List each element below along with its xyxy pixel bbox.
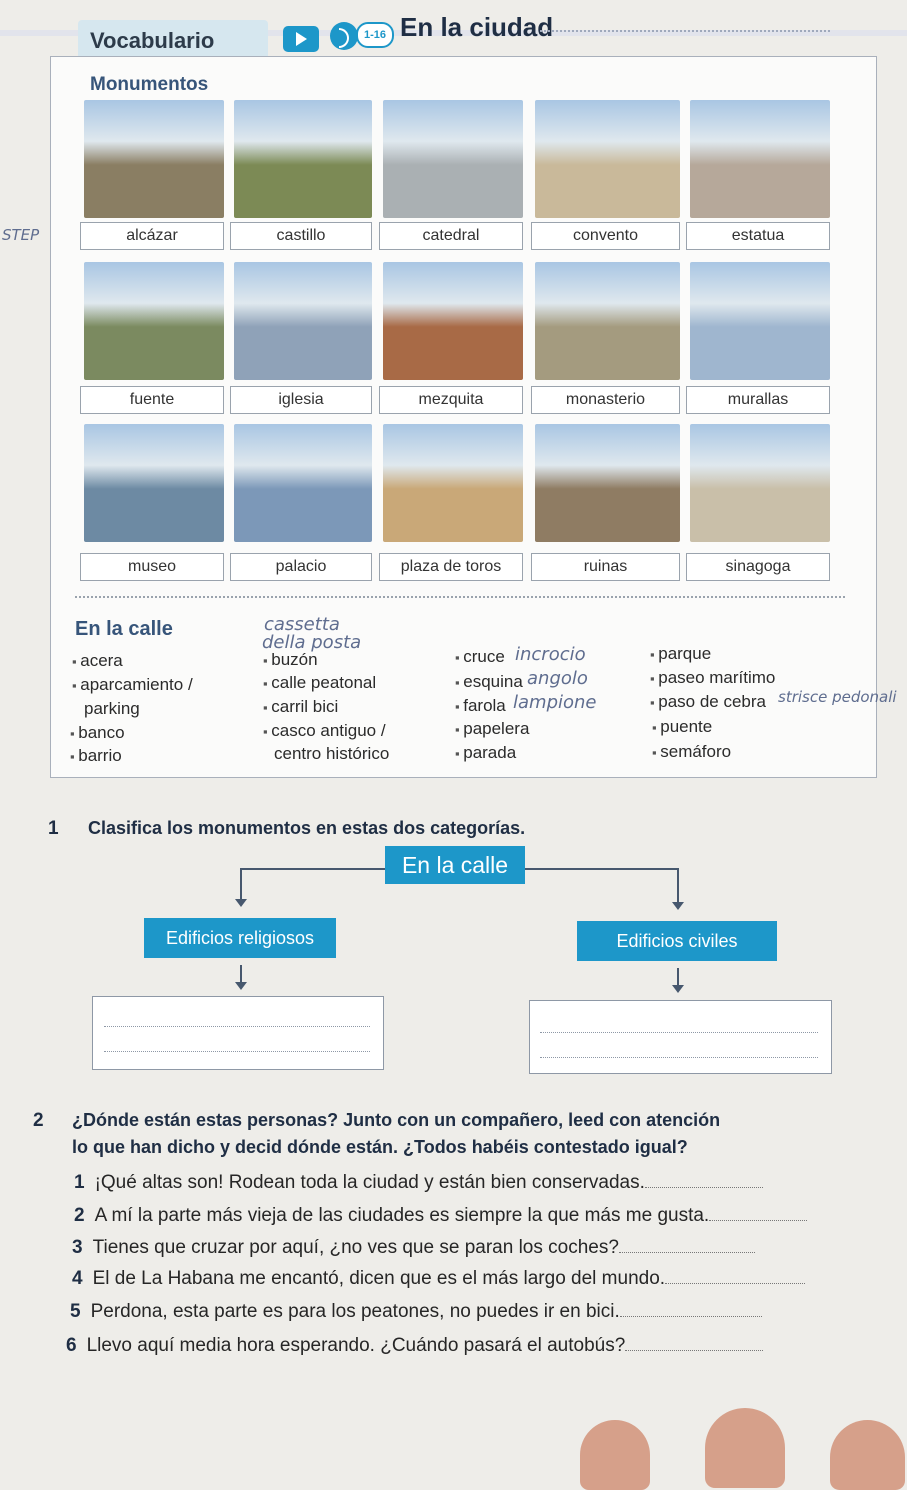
handwritten-note: angolo <box>527 668 588 689</box>
question-item <box>72 1268 805 1290</box>
label-estatua: estatua <box>686 222 830 250</box>
monumentos-heading: Monumentos <box>90 74 209 95</box>
photo-convento <box>535 100 680 218</box>
word-acera: ▪ acera <box>72 651 123 671</box>
handwritten-note: lampione <box>513 692 597 713</box>
answer-line[interactable] <box>104 1051 370 1052</box>
en-la-calle-heading: En la calle <box>75 618 173 640</box>
photo-museo <box>84 424 224 542</box>
category-center-box: En la calle <box>385 846 525 884</box>
question-text: ¡Qué altas son! Rodean toda la ciudad y están bien conservadas. <box>94 1172 645 1193</box>
label-catedral: catedral <box>379 222 523 250</box>
arrow-down-icon <box>672 902 684 910</box>
question-item <box>72 1237 755 1259</box>
question-text: Tienes que cruzar por aquí, ¿no ves que se paran los coches? <box>92 1237 619 1258</box>
header-divider <box>540 30 830 32</box>
label-convento: convento <box>531 222 680 250</box>
category-religiosos: Edificios religiosos <box>144 918 336 958</box>
exercise-2-instruction-line1: ¿Dónde están estas personas? Junto con un compañero, leed con atención <box>72 1110 721 1130</box>
word-parque: ▪ parque <box>650 644 711 664</box>
question-text: Perdona, esta parte es para los peatones, no puedes ir en bici. <box>90 1301 620 1322</box>
answer-line[interactable] <box>645 1173 763 1188</box>
connector-line <box>677 868 679 903</box>
question-text: El de La Habana me encantó, dicen que es el más largo del mundo. <box>92 1268 666 1289</box>
label-sinagoga: sinagoga <box>686 553 830 581</box>
word-cruce: ▪ cruce <box>455 647 505 667</box>
question-text: Llevo aquí media hora esperando. ¿Cuándo pasará el autobús? <box>86 1335 626 1356</box>
connector-line <box>525 868 678 870</box>
word-puente: ▪ puente <box>652 717 712 737</box>
word-papelera: ▪ papelera <box>455 719 529 739</box>
photo-palacio <box>234 424 372 542</box>
word-casco-antiguo: ▪ casco antiguo / <box>263 721 386 741</box>
question-number: 5 <box>70 1301 81 1322</box>
arrow-down-icon <box>235 899 247 907</box>
finger <box>830 1420 905 1490</box>
photo-fuente <box>84 262 224 380</box>
photo-mezquita <box>383 262 523 380</box>
play-video-icon[interactable] <box>283 26 319 52</box>
word-carril-bici: ▪ carril bici <box>263 697 338 717</box>
label-ruinas: ruinas <box>531 553 680 581</box>
answer-line[interactable] <box>619 1238 755 1253</box>
word-paso-de-cebra: ▪ paso de cebra <box>650 692 766 712</box>
word-aparcamiento: ▪ aparcamiento / <box>72 675 193 695</box>
word-buzon: ▪ buzón <box>263 650 318 670</box>
finger <box>705 1408 785 1488</box>
answer-line[interactable] <box>540 1032 818 1033</box>
word-paseo-maritimo: ▪ paseo marítimo <box>650 668 775 688</box>
photo-estatua <box>690 100 830 218</box>
question-number: 2 <box>74 1205 85 1226</box>
arrow-down-icon <box>235 982 247 990</box>
photo-monasterio <box>535 262 680 380</box>
handwritten-note: incrocio <box>515 644 586 665</box>
label-murallas: murallas <box>686 386 830 414</box>
answer-line[interactable] <box>625 1336 763 1351</box>
word-calle-peatonal: ▪ calle peatonal <box>263 673 376 693</box>
photo-murallas <box>690 262 830 380</box>
handwritten-note: strisce pedonali <box>778 688 897 706</box>
photo-iglesia <box>234 262 372 380</box>
label-mezquita: mezquita <box>379 386 523 414</box>
answer-line[interactable] <box>620 1302 762 1317</box>
label-museo: museo <box>80 553 224 581</box>
answer-box-religiosos[interactable] <box>92 996 384 1070</box>
label-alcázar: alcázar <box>80 222 224 250</box>
photo-catedral <box>383 100 523 218</box>
word-barrio: ▪ barrio <box>70 746 122 766</box>
word-parking: parking <box>84 699 140 718</box>
exercise-2-instruction-line2: lo que han dicho y decid dónde están. ¿Todos habéis contestado igual? <box>72 1137 688 1157</box>
connector-line <box>240 965 242 983</box>
finger <box>580 1420 650 1490</box>
vocabulary-tab: Vocabulario <box>78 20 268 58</box>
arrow-down-icon <box>672 985 684 993</box>
label-fuente: fuente <box>80 386 224 414</box>
question-item <box>74 1172 763 1194</box>
answer-line[interactable] <box>665 1269 805 1284</box>
category-civiles: Edificios civiles <box>577 921 777 961</box>
photo-ruinas <box>535 424 680 542</box>
question-item <box>70 1301 762 1323</box>
question-item <box>74 1205 807 1227</box>
question-text: A mí la parte más vieja de las ciudades es siempre la que más me gusta. <box>94 1205 710 1226</box>
answer-line[interactable] <box>540 1057 818 1058</box>
label-plaza-de-toros: plaza de toros <box>379 553 523 581</box>
photo-sinagoga <box>690 424 830 542</box>
answer-line[interactable] <box>104 1026 370 1027</box>
connector-line <box>677 968 679 986</box>
question-number: 6 <box>66 1335 77 1356</box>
photo-plaza-de-toros <box>383 424 523 542</box>
exercise-2-number: 2 <box>33 1110 44 1131</box>
word-centro-historico: centro histórico <box>274 744 390 763</box>
handwritten-note: cassetta <box>264 614 340 635</box>
photo-castillo <box>234 100 372 218</box>
exercise-1-instruction: Clasifica los monumentos en estas dos categorías. <box>88 818 526 838</box>
word-semaforo: ▪ semáforo <box>652 742 731 762</box>
connector-line <box>240 868 385 870</box>
label-castillo: castillo <box>230 222 372 250</box>
answer-line[interactable] <box>709 1206 807 1221</box>
handwritten-note: STEP <box>2 226 40 244</box>
question-number: 1 <box>74 1172 85 1193</box>
audio-icon[interactable] <box>330 22 358 50</box>
word-farola: ▪ farola <box>455 696 506 716</box>
question-number: 3 <box>72 1237 83 1258</box>
section-divider <box>75 596 845 598</box>
handwritten-note: della posta <box>262 632 362 653</box>
label-palacio: palacio <box>230 553 372 581</box>
word-esquina: ▪ esquina <box>455 672 523 692</box>
label-monasterio: monasterio <box>531 386 680 414</box>
audio-track-badge: 1-16 <box>356 22 394 48</box>
question-number: 4 <box>72 1268 83 1289</box>
photo-alcázar <box>84 100 224 218</box>
word-parada: ▪ parada <box>455 743 516 763</box>
exercise-1-number: 1 <box>48 818 59 839</box>
unit-title: En la ciudad <box>400 12 554 42</box>
label-iglesia: iglesia <box>230 386 372 414</box>
word-banco: ▪ banco <box>70 723 125 743</box>
answer-box-civiles[interactable] <box>529 1000 832 1074</box>
connector-line <box>240 868 242 900</box>
question-item <box>66 1335 763 1357</box>
